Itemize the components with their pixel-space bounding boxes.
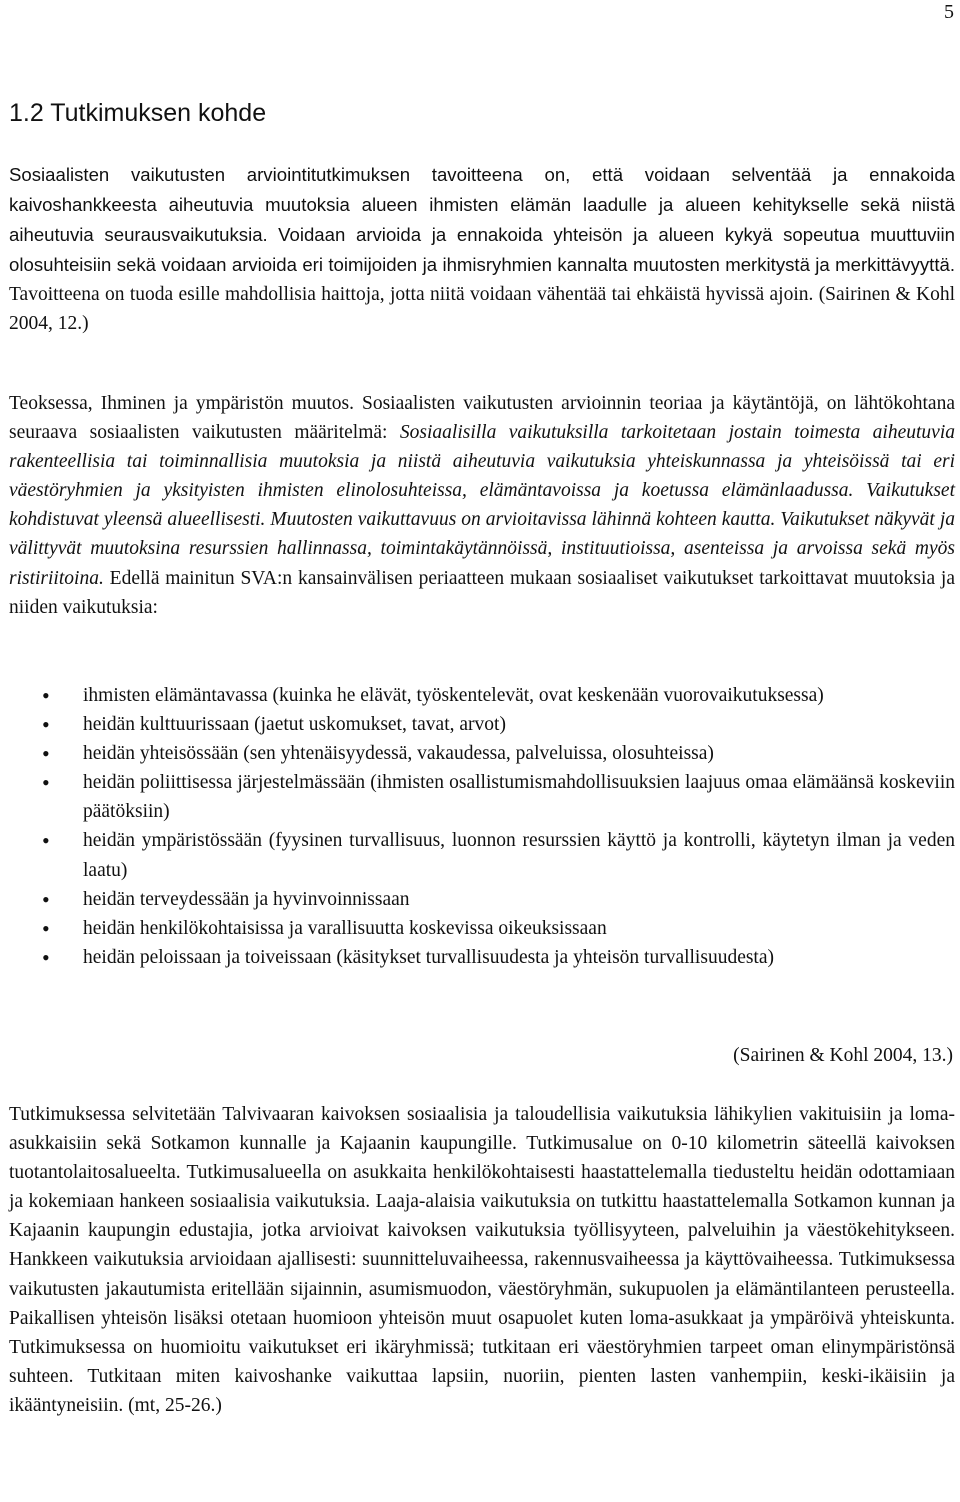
list-item: • heidän yhteisössään (sen yhtenäisyydessä, vakaudessa, palveluissa, olosuhteissa) <box>9 739 955 768</box>
paragraph-sentence: Tavoitteena on tuoda esille mahdollisia haittoja, jotta niitä voidaan vähentää tai ehkäistä hyvissä ajoin. (Sairinen & Kohl 2004, 12.) <box>9 284 955 335</box>
list-item: • heidän ympäristössään (fyysinen turvallisuus, luonnon resurssien käyttö ja kontrolli, käytetyn ilman ja veden laatu) <box>9 826 955 884</box>
paragraph-sentence-sans: Voidaan arvioida ja ennakoida yhteisön ja alueen kykyä sopeutua muuttuviin olosuhteisiin sekä voidaan arvioida eri toimijoiden ja ihmisryhmien kannalta muutosten merkitystä ja merkittävyyttä. <box>9 224 956 276</box>
paragraph-study-scope: Tutkimuksessa selvitetään Talvivaaran kaivoksen sosiaalisia ja taloudellisia vaikutuksia lähikylien vakituisiin ja loma-asukkaisiin sekä Sotkamon kunnalle ja Kajaanin kaupungille. Tutkimusalue on 0-10 kilometrin säteellä kaivoksen tuotantolaitosalueelta. Tutkimusalueella on asukkaita henkilökohtaisesti haastattelemalla tiedusteltu heidän odottamiaan ja kokemiaan hankeen sosiaalisia vaikutuksia. Laaja-alaisia vaikutuksia on tutkittu haastattelemalla Sotkamon kunnan ja Kajaanin kaupungin edustajia, jotka arvioivat kaivoksen vaikutuksia työllisyyteen, palveluihin ja väestökehitykseen. Hankkeen vaikutuksia arvioidaan ajallisesti: suunnitteluvaiheessa, rakennusvaiheessa ja käyttövaiheessa. Tutkimuksessa vaikutusten jakautumista eritellään sijainnin, asumismuodon, väestöryhmän, sukupuolen ja elämäntilanteen perusteella. Paikallisen yhteisön lisäksi otetaan huomioon yhteisön muut osapuolet kuten loma-asukkaat ja ympäröivä yhteiskunta. Tutkimuksessa on huomioitu vaikutukset eri ikäryhmissä; tutkitaan eri väestöryhmien tarpeet oman elinympäristönsä suhteen. Tutkitaan miten kaivoshanke vaikuttaa lapsiin, nuoriin, pienten lasten vanhempiin, keski-ikäisiin ja ikääntyneisiin. (mt, 25-26.) <box>9 1104 955 1416</box>
list-item: • ihmisten elämäntavassa (kuinka he elävät, työskentelevät, ovat keskenään vuorovaikutuksessa) <box>9 681 955 710</box>
definition-outro: Edellä mainitun SVA:n kansainvälisen periaatteen mukaan sosiaaliset vaikutukset tarkoittavat muutoksia ja niiden vaikutuksia: <box>9 567 955 618</box>
paragraph-sentence-sans: Sosiaalisten vaikutusten arviointitutkimuksen tavoitteena on, että voidaan selventää ja ennakoida kaivoshankkeesta aiheutuvia muutoksia alueen ihmisten elämän laadulle ja alueen kehitykselle sekä niistä aiheutuvia seurausvaikutuksia. <box>9 164 955 246</box>
bullet-citation: (Sairinen & Kohl 2004, 13.) <box>733 1045 953 1066</box>
definition-intro: Teoksessa, Ihminen ja ympäristön muutos. Sosiaalisten vaikutusten arvioinnin teoriaa ja käytäntöjä, on lähtökohtana seuraava sosiaalisten vaikutusten määritelmä: <box>9 393 955 444</box>
list-item: • heidän henkilökohtaisissa ja varallisuutta koskevissa oikeuksissaan <box>9 914 955 943</box>
list-item: • heidän poliittisessa järjestelmässään (ihmisten osallistumismahdollisuuksien laajuus omaa elämäänsä koskeviin päätöksiin) <box>9 768 955 826</box>
list-item: • heidän peloissaan ja toiveissaan (käsitykset turvallisuudesta ja yhteisön turvallisuudesta) <box>9 943 955 972</box>
impact-bullet-list <box>9 681 955 972</box>
list-item: • heidän kulttuurissaan (jaetut uskomukset, tavat, arvot) <box>9 710 955 739</box>
definition-italic: Sosiaalisilla vaikutuksilla tarkoitetaan jostain toimesta aiheutuvia rakenteellisia tai toiminnallisia muutoksia ja niistä aiheutuvia vaikutuksia yhteiskunnassa ja yhteisöissä tai eri väestöryhmien ja yksityisten ihmisten elinolosuhteissa, elämäntavoissa ja koetussa elämänlaadussa. Vaikutukset kohdistuvat yleensä alueellisesti. Muutosten vaikuttavuus on arvioitavissa lähinnä kohteen kautta. Vaikutukset näkyvät ja välittyvät muutoksina resurssien hallinnassa, toimintakäytännöissä, instituutioissa, asenteissa ja arvoissa sekä myös ristiriitoina. <box>9 422 955 589</box>
list-item: • heidän terveydessään ja hyvinvoinnissaan <box>9 885 955 914</box>
paragraph-definition <box>9 389 955 622</box>
section-heading: 1.2 Tutkimuksen kohde <box>9 99 267 127</box>
page-number: 5 <box>944 1 954 23</box>
paragraph-research-goal <box>9 160 955 339</box>
